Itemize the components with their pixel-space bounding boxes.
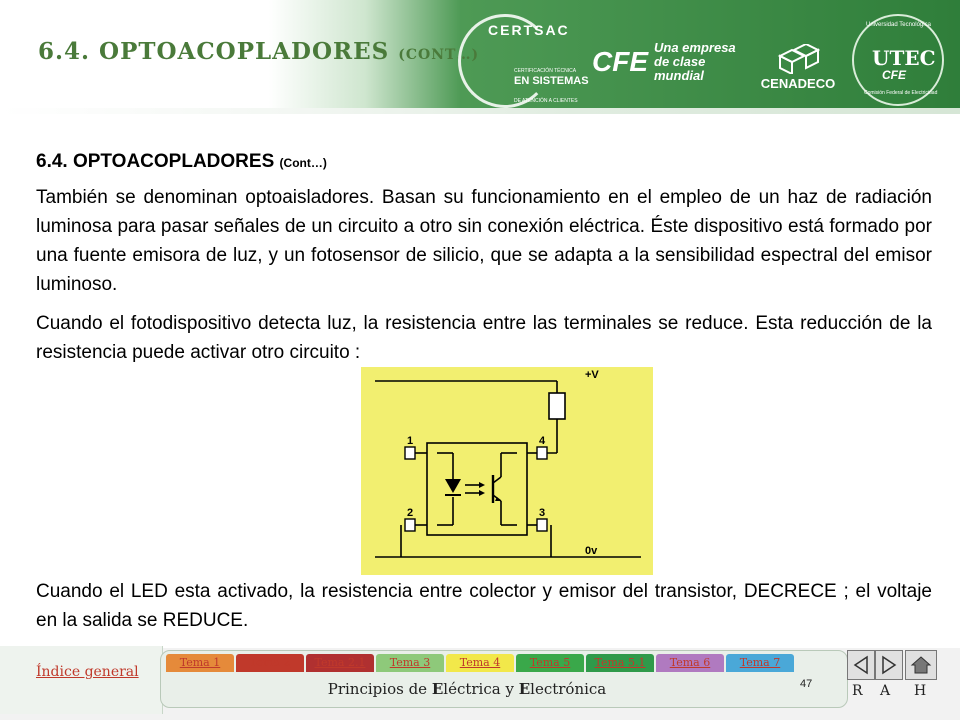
course-title	[232, 680, 702, 698]
cenadeco-logo	[756, 36, 840, 98]
index-general-link[interactable]: Índice general	[36, 664, 139, 680]
certsac-logo	[458, 14, 589, 104]
certsac-line3: DE ATENCIÓN A CLIENTES	[514, 98, 578, 104]
page-title-main: 6.4. OPTOACOPLADORES	[38, 38, 390, 65]
certsac-line1: CERTIFICACIÓN TÉCNICA	[514, 68, 577, 74]
course-title-e1: E	[431, 680, 444, 698]
course-title-part6: lectrónica	[530, 680, 607, 698]
paragraph-photodetector: Cuando el fotodispositivo detecta luz, la resistencia entre las terminales se reduce. Esta reducción de la resistencia puede activar otro circuito :	[36, 313, 932, 363]
home-button[interactable]	[905, 650, 937, 680]
tab-tema-3[interactable]: Tema 3	[376, 654, 444, 672]
triangle-left-icon	[853, 655, 869, 675]
topic-tabs	[166, 654, 796, 672]
home-icon	[910, 655, 932, 675]
cfe-slogan-line1: Una empresa	[654, 40, 736, 55]
utec-arc-bottom: Comisión Federal de Electricidad	[864, 90, 938, 96]
tab-tema-1[interactable]: Tema 1	[166, 654, 234, 672]
course-title-part2: rincipios de	[337, 680, 432, 698]
pin1-label: 1	[407, 435, 414, 447]
utec-word: UTEC	[872, 46, 936, 70]
light-arrowhead-1	[479, 482, 485, 488]
course-title-part4: léctrica y	[443, 680, 519, 698]
optocoupler-circuit-diagram	[361, 367, 653, 575]
cenadeco-cubes-icon	[776, 44, 820, 74]
triangle-right-icon	[881, 655, 897, 675]
cfe-logo	[592, 42, 752, 82]
tab-tema-6[interactable]: Tema 6	[656, 654, 724, 672]
pin4-box	[537, 447, 547, 459]
ground-label: 0v	[585, 545, 598, 557]
section-heading-block	[36, 150, 932, 175]
prev-slide-button[interactable]	[847, 650, 875, 680]
cfe-slogan	[654, 41, 752, 83]
tab-tema-2-1[interactable]: Tema 2.1	[306, 654, 374, 672]
pin2-box	[405, 519, 415, 531]
rah-r[interactable]: R	[852, 683, 863, 699]
led-triangle-icon	[445, 479, 461, 493]
rah-h[interactable]: H	[914, 683, 927, 699]
light-arrowhead-2	[479, 490, 485, 496]
course-title-p: P	[327, 680, 338, 698]
header-divider	[0, 108, 960, 114]
optocoupler-body	[427, 443, 527, 535]
transistor-collector	[493, 477, 501, 483]
tab-tema-2[interactable]: Tema 2	[236, 654, 304, 672]
utec-cfe: CFE	[882, 68, 906, 82]
tab-tema-5[interactable]: Tema 5	[516, 654, 584, 672]
pin3-box	[537, 519, 547, 531]
cfe-slogan-line2: de clase mundial	[654, 54, 706, 83]
cfe-logo-word: CFE	[592, 46, 648, 77]
index-tab	[0, 646, 163, 714]
section-title-main: 6.4. OPTOACOPLADORES	[36, 151, 275, 172]
next-slide-button[interactable]	[875, 650, 903, 680]
pin2-label: 2	[407, 507, 414, 519]
tab-tema-4[interactable]: Tema 4	[446, 654, 514, 672]
supply-label: +V	[585, 369, 599, 381]
certsac-line2: EN SISTEMAS	[514, 75, 589, 87]
page-title-sub: (CONT…)	[398, 47, 480, 63]
paragraph-intro: También se denominan optoaisladores. Basan su funcionamiento en el empleo de un haz de radiación luminosa para pasar señales de un circuito a otro sin conexión eléctrica. Éste dispositivo está formado por una fuente emisora de luz, y un fotosensor de silicio, que se adapta a la sensibilidad espectral del emisor luminoso.	[36, 187, 932, 295]
pin1-box	[405, 447, 415, 459]
course-title-e2: E	[518, 680, 531, 698]
paragraph-led-effect: Cuando el LED esta activado, la resistencia entre colector y emisor del transistor, DECRECE ; el voltaje en la salida se REDUCE.	[36, 581, 932, 631]
utec-arc-top: Universidad Tecnológica	[866, 22, 931, 28]
tab-tema-7[interactable]: Tema 7	[726, 654, 794, 672]
tab-tema-5-1[interactable]: Tema 5.1	[586, 654, 654, 672]
page-title	[38, 38, 479, 65]
cenadeco-word: CENADECO	[760, 75, 836, 91]
certsac-word: CERTSAC	[488, 22, 570, 38]
section-title-small: (Cont…)	[279, 156, 327, 170]
utec-logo	[852, 14, 948, 102]
resistor-symbol	[549, 393, 565, 419]
rah-a[interactable]: A	[880, 683, 891, 699]
circuit-svg	[361, 367, 653, 575]
pin4-label: 4	[539, 435, 546, 447]
page-number: 47	[800, 678, 813, 690]
section-title	[36, 150, 932, 175]
pin3-label: 3	[539, 507, 546, 519]
